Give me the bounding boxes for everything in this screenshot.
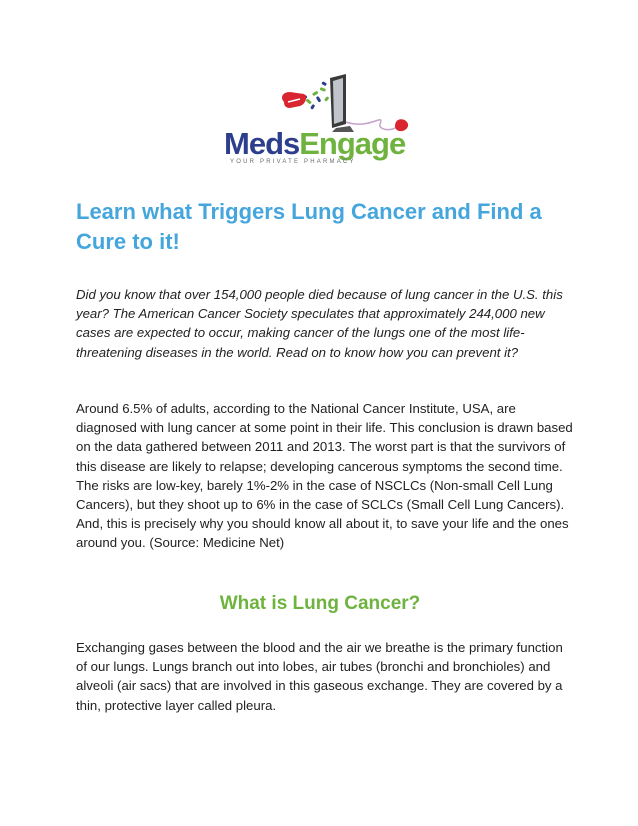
brand-wordmark bbox=[224, 128, 405, 160]
medsengage-logo bbox=[220, 72, 420, 172]
computer-mouse-pills-logo-icon bbox=[220, 72, 420, 132]
brand-wordmark-engage: Engage bbox=[299, 126, 406, 161]
brand-wordmark-meds: Meds bbox=[224, 126, 300, 161]
article-intro: Did you know that over 154,000 people died because of lung cancer in the U.S. this year? The American Cancer Society speculates that approximately 244,000 new cases are expected to occur, making cancer of the lungs one of the most life-threatening diseases in the world. Read on to know how you can prevent it? bbox=[76, 287, 563, 360]
article-paragraph-1: Around 6.5% of adults, according to the National Cancer Institute, USA, are diagnosed with lung cancer at some point in their life. This conclusion is drawn based on the data gathered between 2011 and 2013. The worst part is that the survivors of this disease are likely to relapse; developing cancerous symptoms the second time. The risks are low-key, barely 1%-2% in the case of NSCLCs (Non-small Cell Lung Cancers), but they shoot up to 6% in the case of SCLCs (Small Cell Lung Cancers). And, this is precisely why you should know all about it, to save your life and the ones around you. (Source: Medicine Net) bbox=[76, 401, 573, 551]
section-heading: What is Lung Cancer? bbox=[219, 593, 421, 614]
article-title: Learn what Triggers Lung Cancer and Find a Cure to it! bbox=[76, 199, 542, 254]
brand-tagline: YOUR PRIVATE PHARMACY bbox=[230, 159, 356, 165]
article-paragraph-2: Exchanging gases between the blood and the air we breathe is the primary function of our lungs. Lungs branch out into lobes, air tubes (bronchi and bronchioles) and alveoli (air sacs) that are involved in this gaseous exchange. They are covered by a thin, protective layer called pleura. bbox=[76, 640, 563, 713]
